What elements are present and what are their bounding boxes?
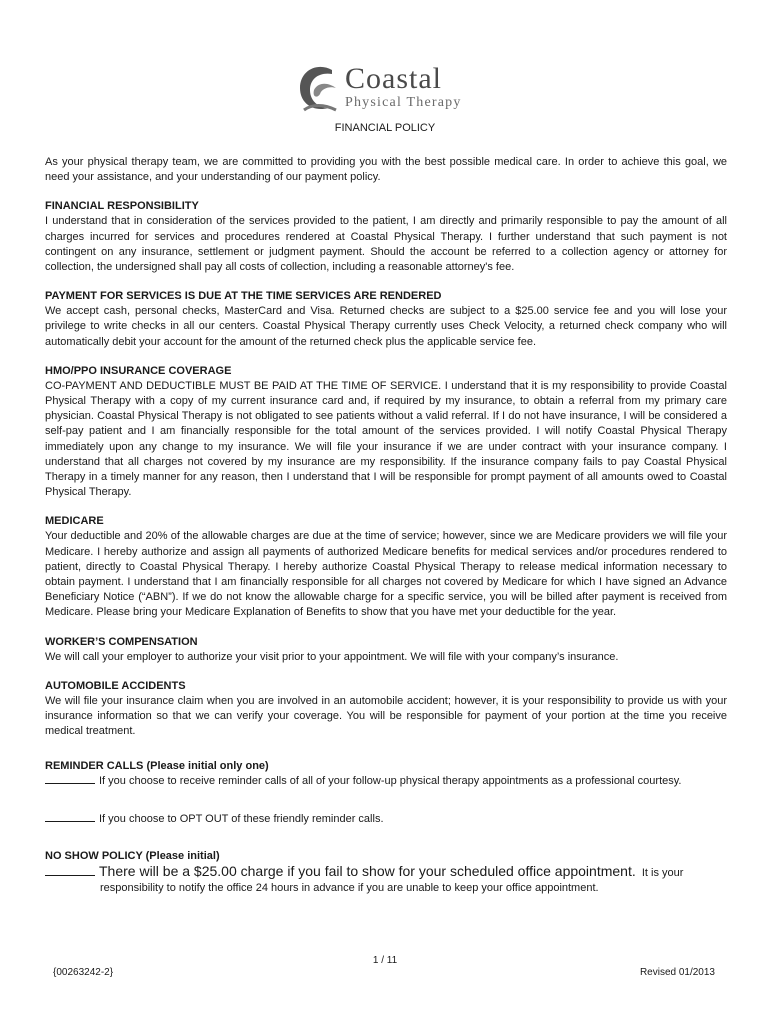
noshow-tail-text: It is your xyxy=(641,866,684,879)
reminder-heading: REMINDER CALLS (Please initial only one) xyxy=(45,760,269,773)
page-number: 1 / 11 xyxy=(372,955,398,966)
auto-accidents-heading: AUTOMOBILE ACCIDENTS xyxy=(45,679,186,692)
wave-c-logo-icon xyxy=(296,64,342,114)
hmo-heading: HMO/PPO INSURANCE COVERAGE xyxy=(45,364,232,377)
reminder-out-initial-field[interactable] xyxy=(45,821,95,822)
noshow-lead-text: There will be a $25.00 charge if you fail to show for your scheduled office appointment. xyxy=(99,862,636,879)
payment-heading: PAYMENT FOR SERVICES IS DUE AT THE TIME SERVICES ARE RENDERED xyxy=(45,290,442,303)
reminder-option-out-text: If you choose to OPT OUT of these friendly reminder calls. xyxy=(99,812,384,825)
financial-body: I understand that in consideration of the services provided to the patient, I am directly and primarily responsible to pay the amount of all charges incurred for services and procedures rendered at Coastal Physical Therapy. I further understand that such payment is not contingent on any insurance, settlement or judgment payment. Should the account be referred to a collection agency or attorney for collection, the undersigned shall pay all costs of collection, including a reasonable attorney's fee. xyxy=(45,215,727,274)
workers-comp-heading: WORKER’S COMPENSATION xyxy=(45,635,198,648)
medicare-heading: MEDICARE xyxy=(45,515,104,528)
document-id: {00263242-2} xyxy=(53,967,114,978)
document-title: FINANCIAL POLICY xyxy=(334,122,436,134)
noshow-line2: responsibility to notify the office 24 hours in advance if you are unable to keep your office appointment. xyxy=(100,882,599,895)
noshow-line1 xyxy=(45,864,727,881)
logo-name-line2: Physical Therapy xyxy=(345,95,462,110)
reminder-in-initial-field[interactable] xyxy=(45,783,95,784)
coastal-logo xyxy=(296,62,496,118)
revision-date: Revised 01/2013 xyxy=(639,967,715,978)
noshow-initial-field[interactable] xyxy=(45,875,95,876)
reminder-option-in-text: If you choose to receive reminder calls of all of your follow-up physical therapy appointments as a professional courtesy. xyxy=(99,775,682,788)
reminder-option-out xyxy=(45,812,727,827)
intro-paragraph: As your physical therapy team, we are committed to providing you with the best possible medical care. In order to achieve this goal, we need your assistance, and your understanding of our payment policy. xyxy=(45,156,727,184)
payment-body: We accept cash, personal checks, MasterCard and Visa. Returned checks are subject to a $25.00 service fee and you will lose your privilege to write checks in all our centers. Coastal Physical Therapy currently uses Check Velocity, a returned check company who will automatically debit your account for the amount of the returned check plus the applicable service fee. xyxy=(45,305,727,348)
noshow-heading: NO SHOW POLICY (Please initial) xyxy=(45,849,220,862)
policy-body xyxy=(45,155,727,896)
financial-heading: FINANCIAL RESPONSIBILITY xyxy=(45,200,199,213)
logo-name-line1: Coastal xyxy=(345,62,442,95)
reminder-option-in xyxy=(45,774,727,789)
workers-comp-body: We will call your employer to authorize your visit prior to your appointment. We will file with your company’s insurance. xyxy=(45,650,619,663)
hmo-body: CO-PAYMENT AND DEDUCTIBLE MUST BE PAID AT THE TIME OF SERVICE. I understand that it is my responsibility to provide Coastal Physical Therapy with a copy of my current insurance card and, if required by my insurance, to obtain a referral from my primary care physician. Coastal Physical Therapy is not obligated to see patients without a valid referral. If I do not have insurance, I will be considered a self-pay patient and I am financially responsible for the total amount of the services provided. I will notify Coastal Physical Therapy immediately upon any change to my insurance. We will file your insurance if we are under contract with your insurance company. I understand that all charges not covered by my insurance are my responsibility. If the insurance company fails to pay Coastal Physical Therapy in a timely manner for any reason, then I understand that I will be responsible for prompt payment of all amounts owed to Coastal Physical Therapy. xyxy=(45,379,727,499)
medicare-body: Your deductible and 20% of the allowable charges are due at the time of service; however, since we are Medicare providers we will file your Medicare. I hereby authorize and assign all payments of authorized Medicare benefits for medical services and/or procedures rendered to patient, directly to Coastal Physical Therapy. I hereby authorize Coastal Physical Therapy to release medical information necessary to obtain payment. I understand that I am financially responsible for all charges not covered by Medicare for which I have signed an Advance Beneficiary Notice (“ABN”). If we do not know the allowable charge for a specific service, you will be billed after payment is received from Medicare. Please bring your Medicare Explanation of Benefits to show that you have met your deductible for the year. xyxy=(45,530,727,619)
auto-accidents-body: We will file your insurance claim when you are involved in an automobile accident; however, it is your responsibility to provide us with your insurance information so that we can verify your coverage. You will be responsible for payment of your portion at the time you receive medical treatment. xyxy=(45,694,727,738)
